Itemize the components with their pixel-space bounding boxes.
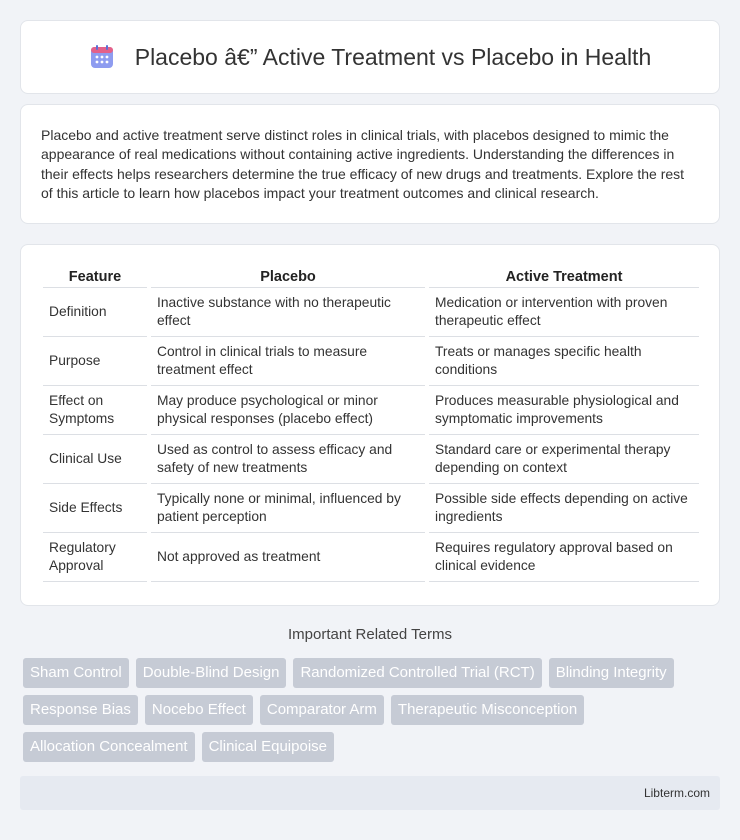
tag-allocation-concealment[interactable]: Allocation Concealment — [23, 732, 195, 762]
cell-feature: Effect on Symptoms — [43, 386, 147, 435]
tag-sham-control[interactable]: Sham Control — [23, 658, 129, 688]
calendar-icon — [89, 44, 115, 70]
title-card — [20, 20, 720, 94]
footer — [20, 776, 720, 810]
comparison-table — [43, 266, 699, 582]
tag-double-blind-design[interactable]: Double-Blind Design — [136, 658, 287, 688]
cell-placebo: Control in clinical trials to measure treatment effect — [151, 337, 425, 386]
table-row — [43, 484, 699, 533]
related-terms-list — [23, 658, 723, 769]
intro-card — [20, 104, 720, 224]
table-row — [43, 386, 699, 435]
header-placebo: Placebo — [151, 266, 425, 288]
header-active-treatment: Active Treatment — [429, 266, 699, 288]
table-header-row — [43, 266, 699, 288]
cell-active: Medication or intervention with proven therapeutic effect — [429, 288, 699, 337]
cell-placebo: Inactive substance with no therapeutic effect — [151, 288, 425, 337]
cell-feature: Regulatory Approval — [43, 533, 147, 582]
cell-feature: Definition — [43, 288, 147, 337]
page-title: Placebo â€” Active Treatment vs Placebo in Health — [134, 43, 652, 70]
cell-active: Treats or manages specific health conditions — [429, 337, 699, 386]
related-terms-title: Important Related Terms — [288, 626, 452, 643]
cell-active: Possible side effects depending on active ingredients — [429, 484, 699, 533]
cell-placebo: Used as control to assess efficacy and safety of new treatments — [151, 435, 425, 484]
tag-nocebo-effect[interactable]: Nocebo Effect — [145, 695, 253, 725]
cell-feature: Side Effects — [43, 484, 147, 533]
cell-active: Produces measurable physiological and symptomatic improvements — [429, 386, 699, 435]
table-row — [43, 337, 699, 386]
footer-site-link[interactable]: Libterm.com — [643, 786, 710, 800]
cell-feature: Clinical Use — [43, 435, 147, 484]
cell-placebo: Not approved as treatment — [151, 533, 425, 582]
cell-active: Requires regulatory approval based on clinical evidence — [429, 533, 699, 582]
cell-placebo: Typically none or minimal, influenced by patient perception — [151, 484, 425, 533]
cell-feature: Purpose — [43, 337, 147, 386]
tag-blinding-integrity[interactable]: Blinding Integrity — [549, 658, 674, 688]
tag-response-bias[interactable]: Response Bias — [23, 695, 138, 725]
intro-paragraph: Placebo and active treatment serve distinct roles in clinical trials, with placebos designed to mimic the appearance of real medications without containing active ingredients. Understanding the differences in their effects helps researchers determine the true efficacy of new drugs and treatments. Explore the rest of this article to learn how placebos impact your treatment outcomes and clinical research. — [41, 127, 685, 202]
cell-placebo: May produce psychological or minor physical responses (placebo effect) — [151, 386, 425, 435]
tag-therapeutic-misconception[interactable]: Therapeutic Misconception — [391, 695, 584, 725]
tag-clinical-equipoise[interactable]: Clinical Equipoise — [202, 732, 334, 762]
cell-active: Standard care or experimental therapy depending on context — [429, 435, 699, 484]
header-feature: Feature — [43, 266, 147, 288]
tag-comparator-arm[interactable]: Comparator Arm — [260, 695, 384, 725]
table-row — [43, 435, 699, 484]
table-row — [43, 533, 699, 582]
comparison-table-card — [20, 244, 720, 606]
table-row — [43, 288, 699, 337]
tag-randomized-controlled-trial[interactable]: Randomized Controlled Trial (RCT) — [293, 658, 541, 688]
